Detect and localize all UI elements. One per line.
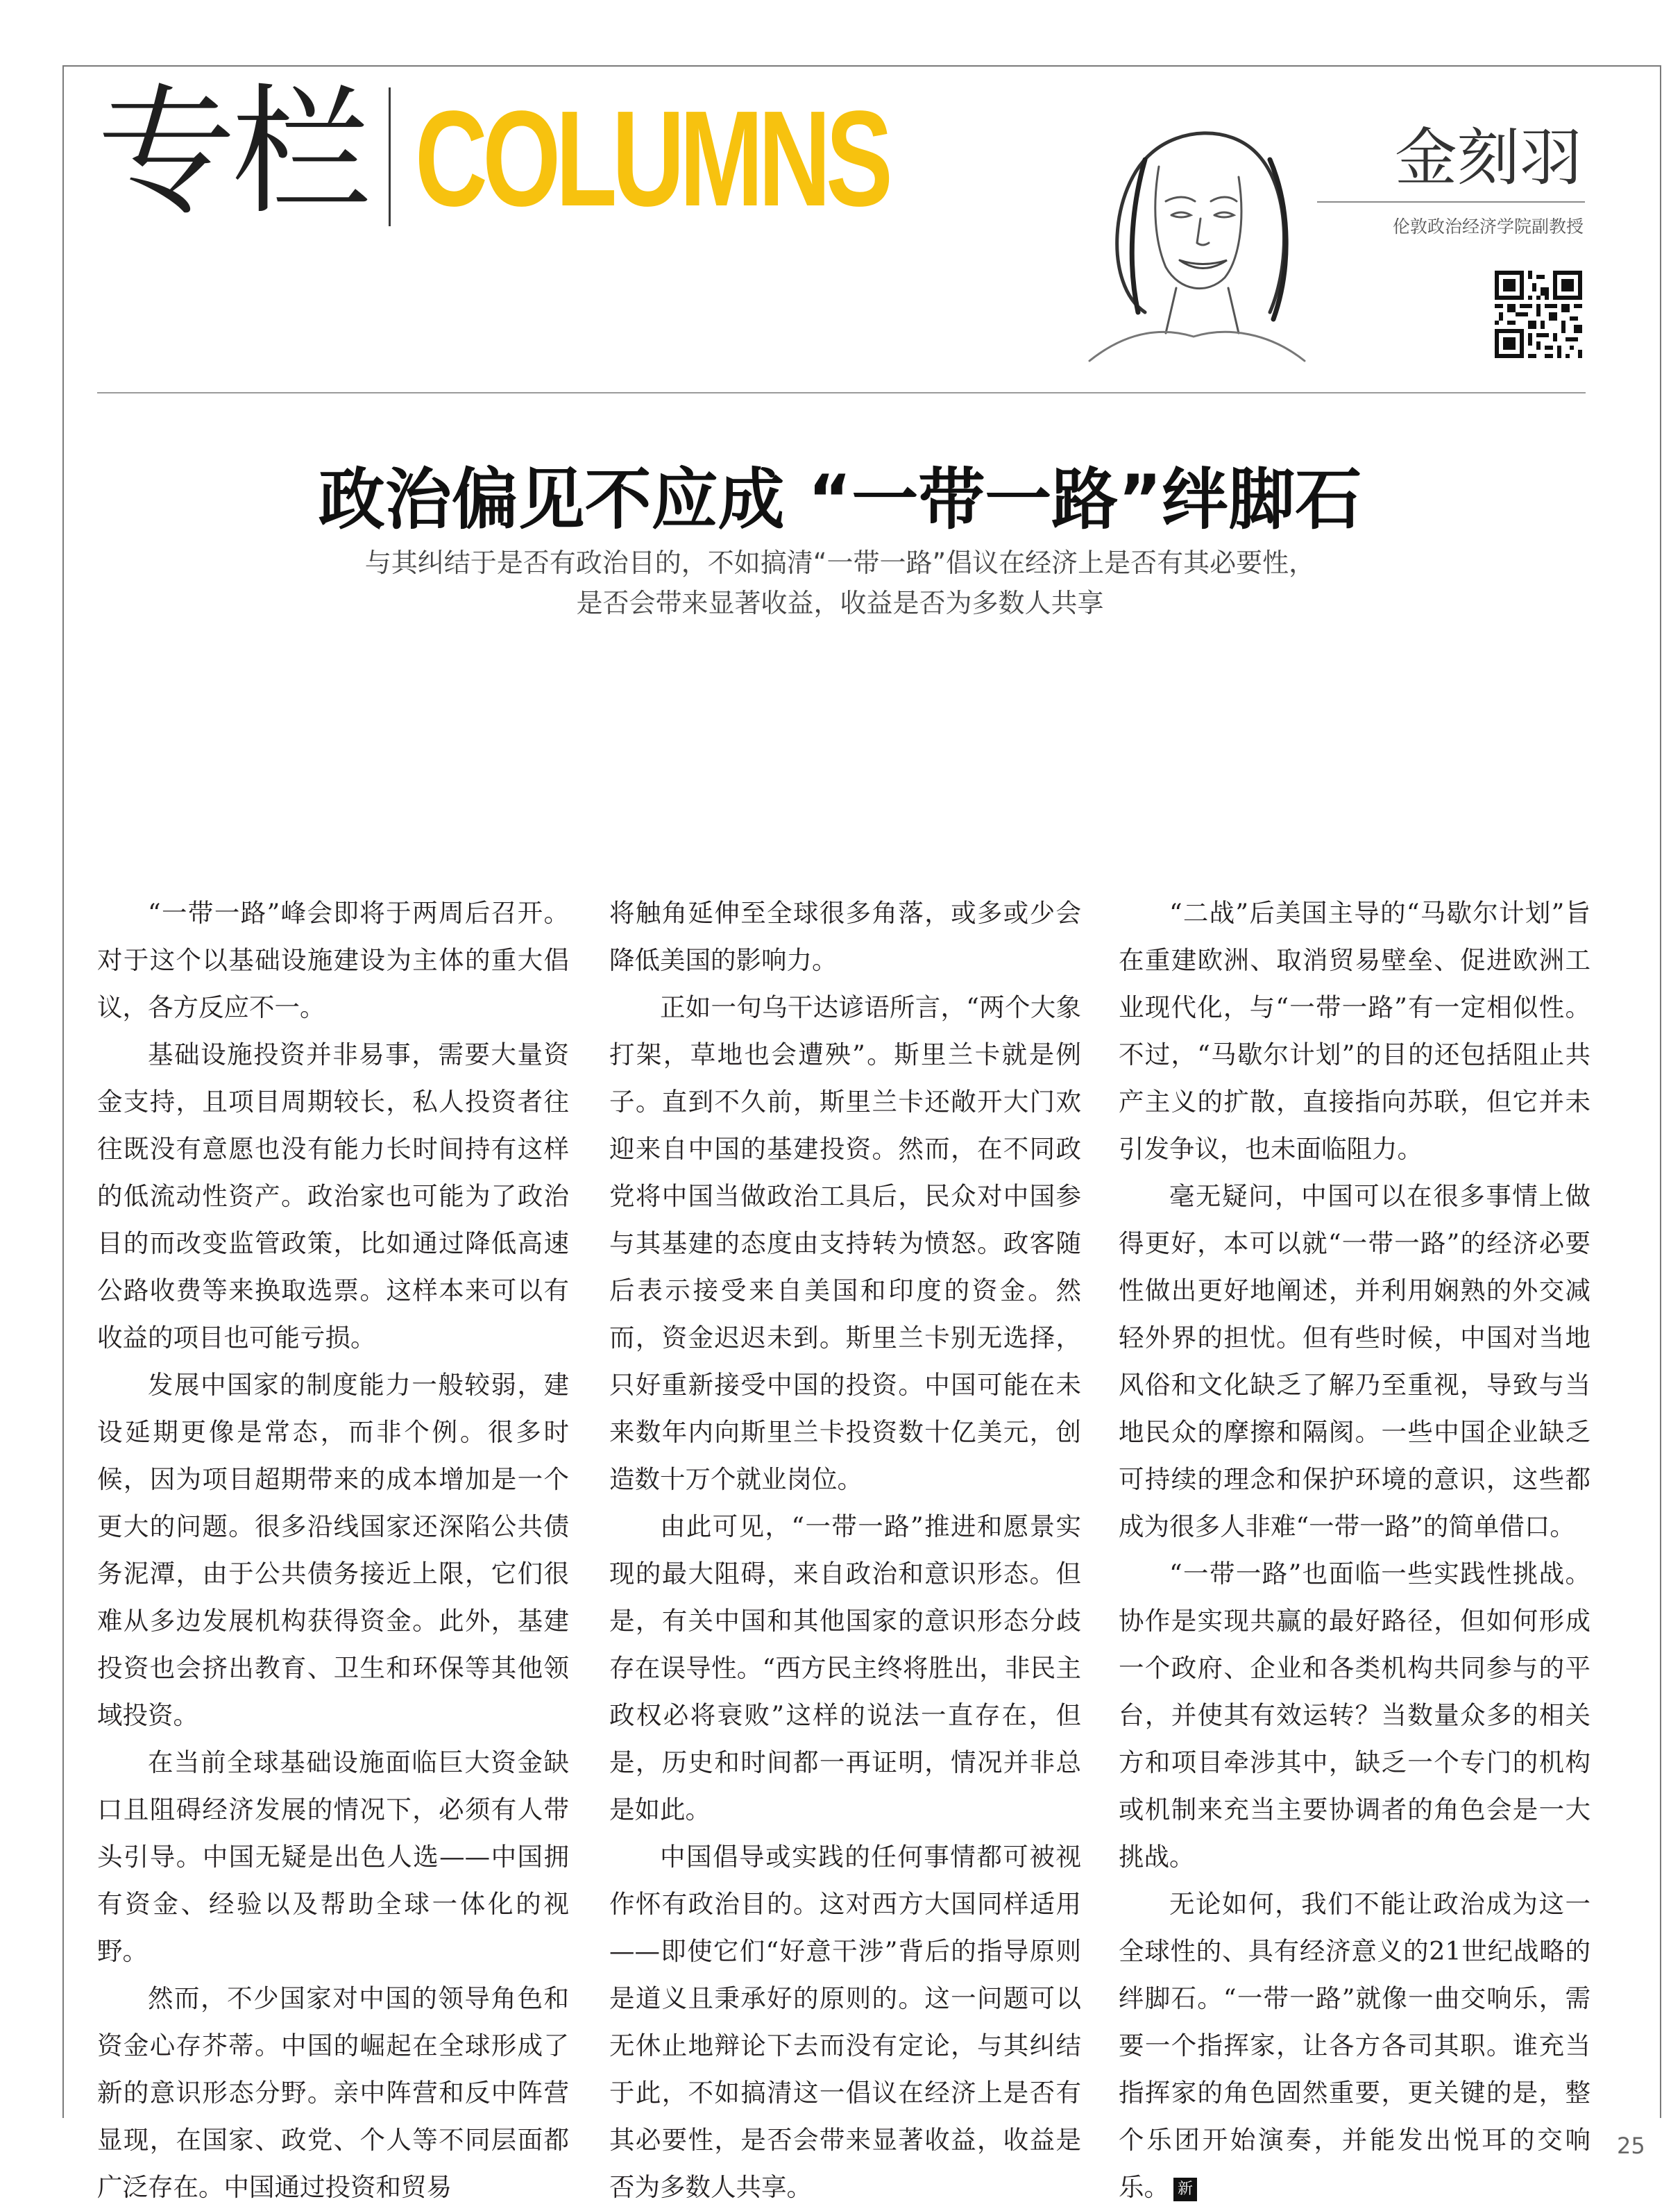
column-label-divider (389, 87, 391, 226)
article-column-3 (1119, 890, 1590, 2211)
article-column-1 (97, 890, 569, 2211)
paragraph: 在当前全球基础设施面临巨大资金缺口且阻碍经济发展的情况下，必须有人带头引导。中国无疑是出色人选——中国拥有资金、经验以及帮助全球一体化的视野。 (97, 1747, 569, 1966)
page-frame-left (62, 65, 64, 2118)
header-rule (97, 392, 1586, 393)
subhead-line-2: 是否会带来显著收益，收益是否为多数人共享 (576, 588, 1104, 618)
paragraph-last (1119, 1881, 1590, 2211)
paragraph: 发展中国家的制度能力一般较弱，建设延期更像是常态，而非个例。很多时候，因为项目超期带来的成本增加是一个更大的问题。很多沿线国家还深陷公共债务泥潭，由于公共债务接近上限，它们很难从多边发展机构获得资金。此外，基建投资也会挤出教育、卫生和环保等其他领域投资。 (97, 1370, 569, 1730)
paragraph: 基础设施投资并非易事，需要大量资金支持，且项目周期较长，私人投资者往往既没有意愿也没有能力长时间持有这样的低流动性资产。政治家也可能为了政治目的而改变监管政策，比如通过降低高速公路收费等来换取选票。这样本来可以有收益的项目也可能亏损。 (97, 1040, 569, 1353)
paragraph-continuation: 将触角延伸至全球很多角落，或多或少会降低美国的影响力。 (609, 898, 1081, 975)
paragraph: “一带一路”也面临一些实践性挑战。协作是实现共赢的最好路径，但如何形成一个政府、企业和各类机构共同参与的平台，并使其有效运转？当数量众多的相关方和项目牵涉其中，缺乏一个专门的机构或机制来充当主要协调者的角色会是一大挑战。 (1119, 1559, 1590, 1872)
end-mark-icon: 新 (1173, 2178, 1197, 2201)
paragraph: “一带一路”峰会即将于两周后召开。对于这个以基础设施建设为主体的重大倡议，各方反应不一。 (97, 898, 569, 1022)
qr-code-icon[interactable] (1495, 271, 1582, 358)
page-number: 25 (1617, 2133, 1645, 2159)
page-frame-right (1660, 65, 1661, 2118)
article-subhead (0, 543, 1680, 623)
article-headline: 政治偏见不应成 “一带一路”绊脚石 (318, 461, 1362, 539)
author-portrait-icon (1062, 104, 1325, 368)
paragraph: 中国倡导或实践的任何事情都可被视作怀有政治目的。这对西方大国同样适用——即使它们“好意干涉”背后的指导原则是道义且秉承好的原则的。这一问题可以无休止地辩论下去而没有定论，与其纠结于此，不如搞清这一倡议在经济上是否有其必要性，是否会带来显著收益，收益是否为多数人共享。 (609, 1842, 1081, 2202)
article-column-2 (609, 890, 1081, 2211)
paragraph: 正如一句乌干达谚语所言，“两个大象打架，草地也会遭殃”。斯里兰卡就是例子。直到不久前，斯里兰卡还敞开大门欢迎来自中国的基建投资。然而，在不同政党将中国当做政治工具后，民众对中国参与其基建的态度由支持转为愤怒。政客随后表示接受来自美国和印度的资金。然而，资金迟迟未到。斯里兰卡别无选择，只好重新接受中国的投资。中国可能在未来数年内向斯里兰卡投资数十亿美元，创造数十万个就业岗位。 (609, 992, 1081, 1494)
author-title: 伦敦政治经济学院副教授 (1392, 217, 1584, 237)
subhead-line-1: 与其纠结于是否有政治目的，不如搞清“一带一路”倡议在经济上是否有其必要性， (364, 548, 1316, 578)
column-label-en: COLUMNS (415, 83, 888, 235)
paragraph: 毫无疑问，中国可以在很多事情上做得更好，本可以就“一带一路”的经济必要性做出更好地阐述，并利用娴熟的外交减轻外界的担忧。但有些时候，中国对当地风俗和文化缺乏了解乃至重视，导致与当地民众的摩擦和隔阂。一些中国企业缺乏可持续的理念和保护环境的意识，这些都成为很多人非难“一带一路”的简单借口。 (1119, 1181, 1590, 1541)
author-name: 金刻羽 (1395, 121, 1582, 194)
paragraph-text: 无论如何，我们不能让政治成为这一全球性的、具有经济意义的21世纪战略的绊脚石。“一带一路”就像一曲交响乐，需要一个指挥家，让各方各司其职。谁充当指挥家的角色固然重要，更关键的是，整个乐团开始演奏，并能发出悦耳的交响乐。 (1119, 1889, 1590, 2202)
column-label-cn: 专栏 (97, 71, 367, 233)
page-frame-top (62, 65, 1661, 67)
author-rule (1317, 201, 1585, 203)
paragraph: 由此可见，“一带一路”推进和愿景实现的最大阻碍，来自政治和意识形态。但是，有关中国和其他国家的意识形态分歧存在误导性。“西方民主终将胜出，非民主政权必将衰败”这样的说法一直存在，但是，历史和时间都一再证明，情况并非总是如此。 (609, 1511, 1081, 1824)
paragraph: “二战”后美国主导的“马歇尔计划”旨在重建欧洲、取消贸易壁垒、促进欧洲工业现代化，与“一带一路”有一定相似性。不过，“马歇尔计划”的目的还包括阻止共产主义的扩散，直接指向苏联，但它并未引发争议，也未面临阻力。 (1119, 898, 1590, 1164)
paragraph: 然而，不少国家对中国的领导角色和资金心存芥蒂。中国的崛起在全球形成了新的意识形态分野。亲中阵营和反中阵营显现，在国家、政党、个人等不同层面都广泛存在。中国通过投资和贸易 (97, 1983, 569, 2202)
